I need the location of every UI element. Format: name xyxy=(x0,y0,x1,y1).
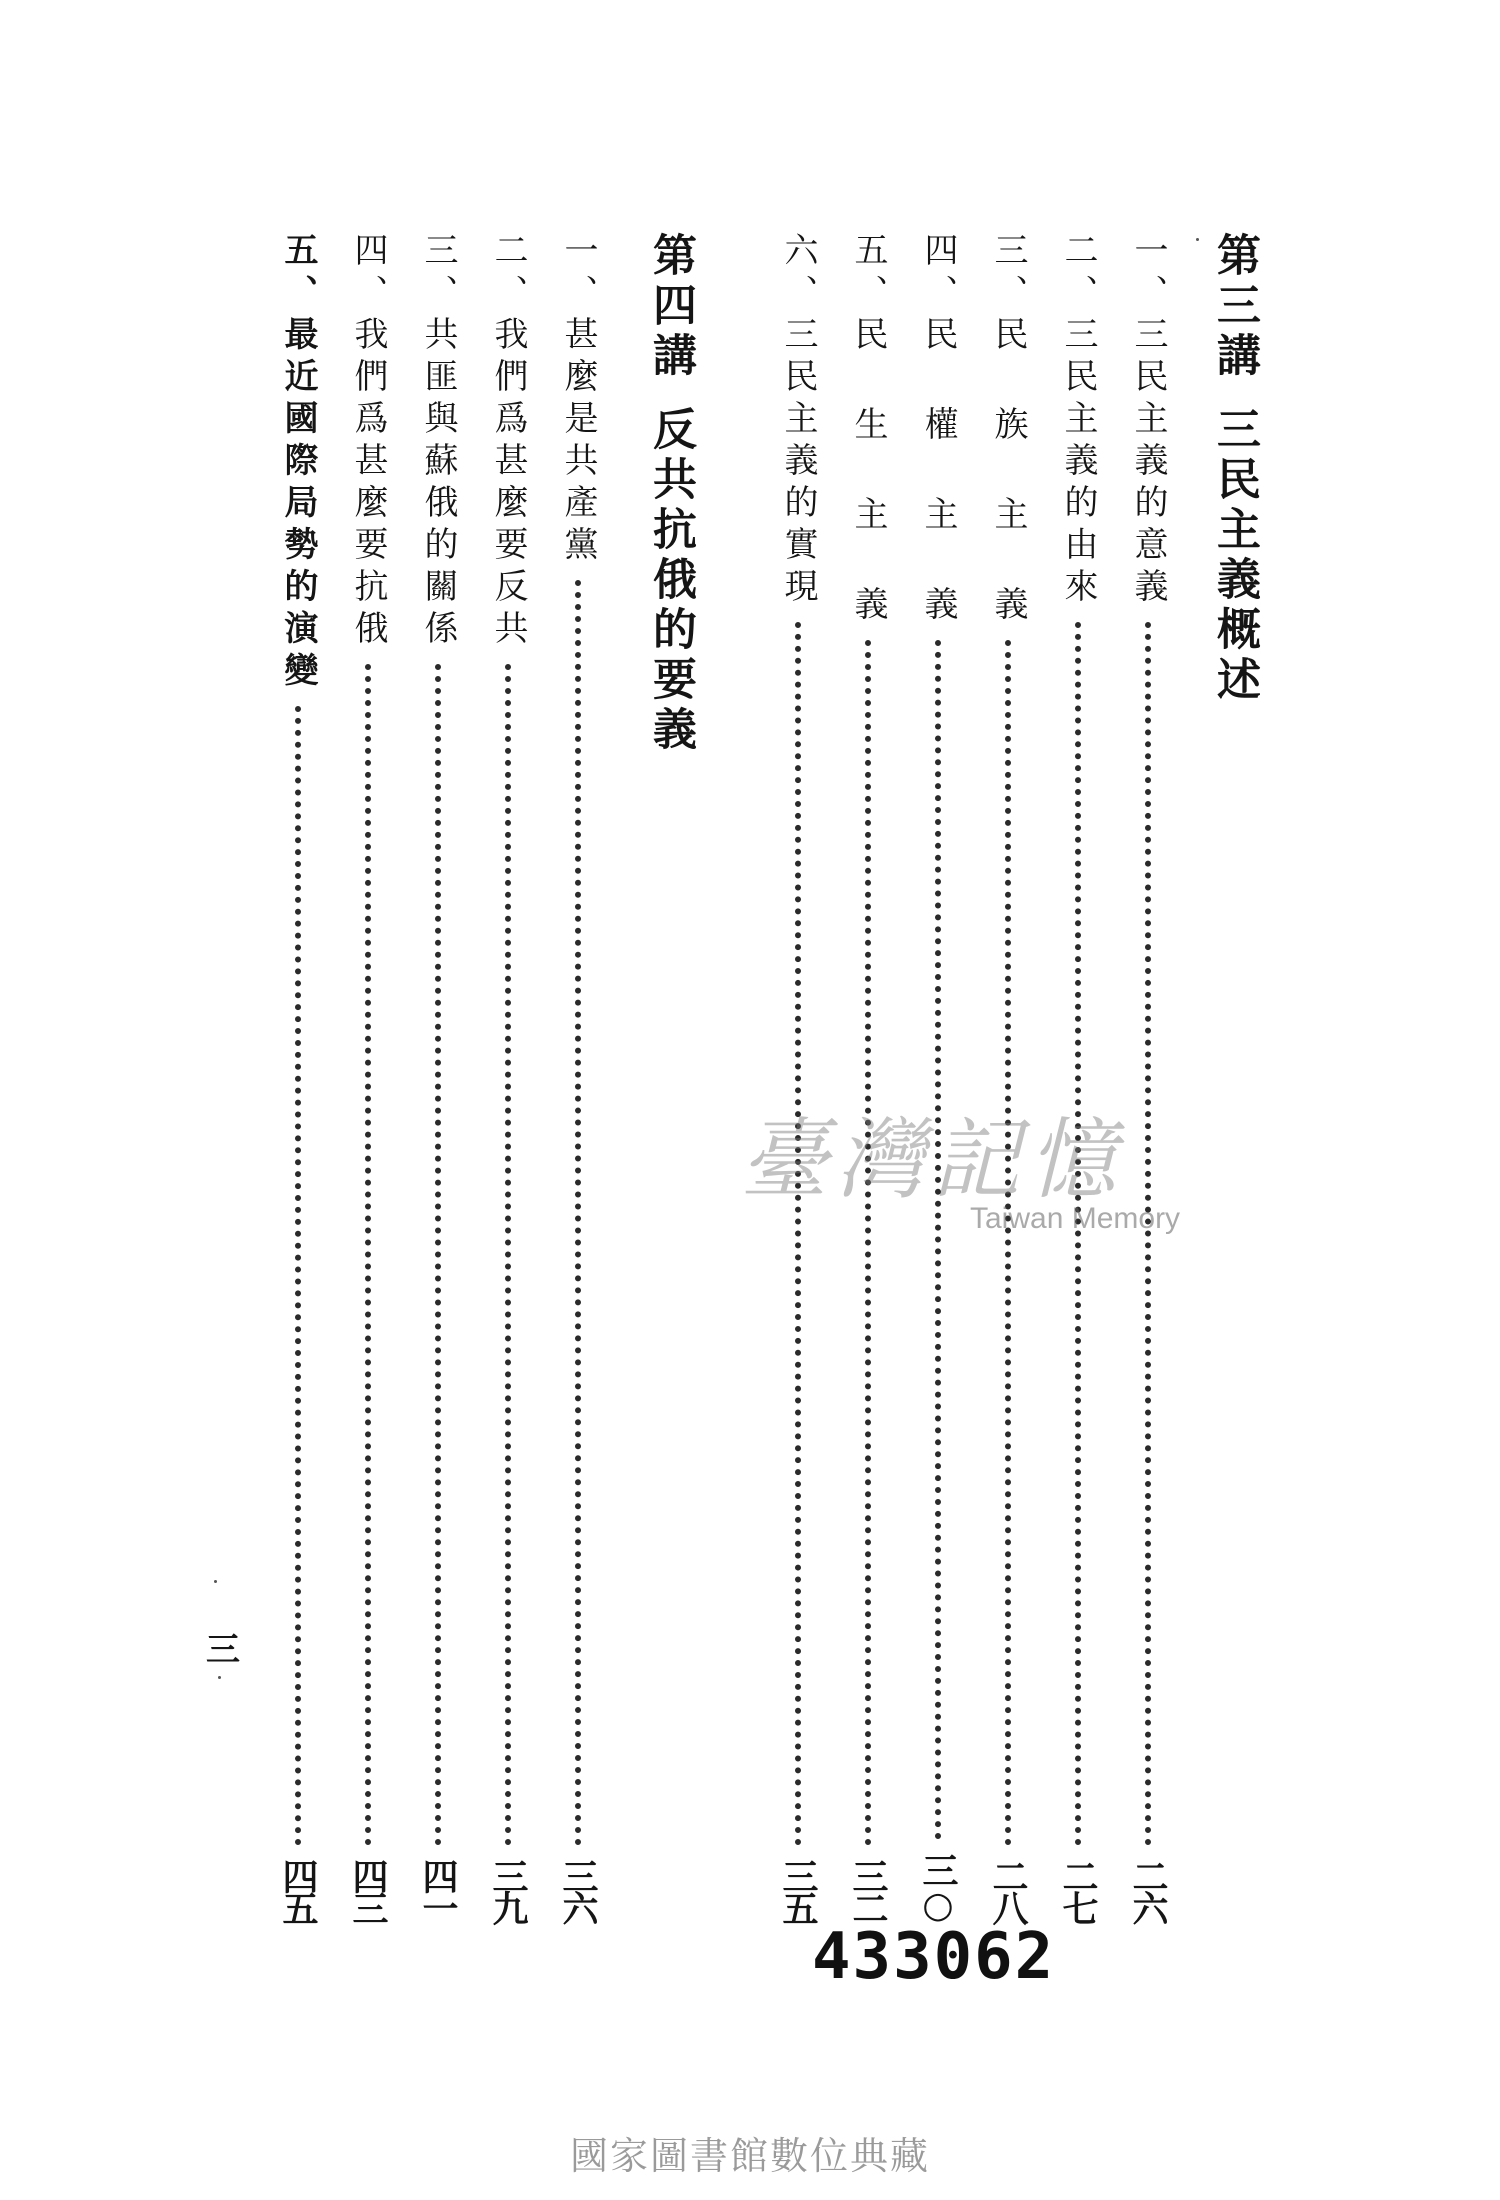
dot-leader xyxy=(505,664,511,1846)
entry-page-number: 三六 xyxy=(557,1858,599,1922)
toc-entry[interactable] xyxy=(842,232,894,1922)
entry-number: 四、 xyxy=(348,232,388,316)
entry-number: 五、 xyxy=(848,232,888,316)
entry-title: 民 族 主 義 xyxy=(988,316,1028,628)
toc-entry[interactable] xyxy=(552,232,604,1922)
toc-entry[interactable] xyxy=(1052,232,1104,1922)
heading-title: 反共抗俄的要義 xyxy=(645,406,696,756)
entry-title: 共匪與蘇俄的關係 xyxy=(418,316,458,652)
entry-page-number: 三二 xyxy=(847,1858,889,1922)
watermark-english: Taiwan Memory xyxy=(970,1202,1181,1235)
entry-title: 我們爲甚麼要反共 xyxy=(488,316,528,652)
dot-leader xyxy=(865,640,871,1846)
section-heading-lecture-4 xyxy=(644,232,696,1922)
toc-entry[interactable] xyxy=(412,232,464,1922)
entry-number: 五、 xyxy=(278,232,318,316)
entry-title: 三民主義的意義 xyxy=(1128,316,1168,610)
folio-page-number: 三 xyxy=(206,1630,240,1670)
toc-entry[interactable] xyxy=(342,232,394,1922)
heading-label: 第四講 xyxy=(645,232,696,382)
entry-page-number: 二八 xyxy=(987,1858,1029,1922)
dot-leader xyxy=(575,580,581,1846)
entry-page-number: 三○ xyxy=(917,1852,959,1922)
toc-entry[interactable] xyxy=(772,232,824,1922)
entry-page-number: 四一 xyxy=(417,1858,459,1922)
entry-number: 四、 xyxy=(918,232,958,316)
dot-leader xyxy=(365,664,371,1846)
entry-number: 一、 xyxy=(558,232,598,316)
heading-title: 三民主義概述 xyxy=(1209,406,1260,706)
entry-title: 最近國際局勢的演變 xyxy=(278,316,318,694)
toc-entry[interactable] xyxy=(982,232,1034,1922)
entry-number: 三、 xyxy=(418,232,458,316)
entry-title: 三民主義的實現 xyxy=(778,316,818,610)
entry-title: 三民主義的由來 xyxy=(1058,316,1098,610)
entry-number: 一、 xyxy=(1128,232,1168,316)
footer-credit: 國家圖書館數位典藏 xyxy=(569,2134,930,2178)
entry-title: 甚麼是共產黨 xyxy=(558,316,598,568)
entry-number: 六、 xyxy=(778,232,818,316)
entry-number: 二、 xyxy=(488,232,528,316)
watermark-chinese: 臺灣記憶 xyxy=(740,1108,1125,1211)
catalog-number-stamp: 433062 xyxy=(812,1920,1056,1994)
dot-leader xyxy=(935,640,941,1840)
toc-entry[interactable] xyxy=(1122,232,1174,1922)
dot-leader xyxy=(1005,640,1011,1846)
entry-page-number: 三九 xyxy=(487,1858,529,1922)
scan-speck xyxy=(1196,238,1199,241)
entry-number: 三、 xyxy=(988,232,1028,316)
scan-speck xyxy=(218,1676,221,1679)
entry-page-number: 三五 xyxy=(777,1858,819,1922)
entry-page-number: 二六 xyxy=(1127,1858,1169,1922)
dot-leader xyxy=(295,706,301,1846)
taiwan-memory-watermark xyxy=(740,1090,1210,1240)
heading-label: 第三講 xyxy=(1209,232,1260,382)
entry-page-number: 二七 xyxy=(1057,1858,1099,1922)
dot-leader xyxy=(435,664,441,1846)
entry-page-number: 四三 xyxy=(347,1858,389,1922)
section-heading-lecture-3 xyxy=(1208,232,1260,1922)
toc-entry[interactable] xyxy=(482,232,534,1922)
entry-title: 民 生 主 義 xyxy=(848,316,888,628)
toc-entry[interactable] xyxy=(912,232,964,1922)
entry-title: 民 權 主 義 xyxy=(918,316,958,628)
entry-page-number: 四五 xyxy=(277,1858,319,1922)
entry-title: 我們爲甚麼要抗俄 xyxy=(348,316,388,652)
scan-speck xyxy=(214,1580,217,1583)
toc-entry[interactable] xyxy=(272,232,324,1922)
entry-number: 二、 xyxy=(1058,232,1098,316)
